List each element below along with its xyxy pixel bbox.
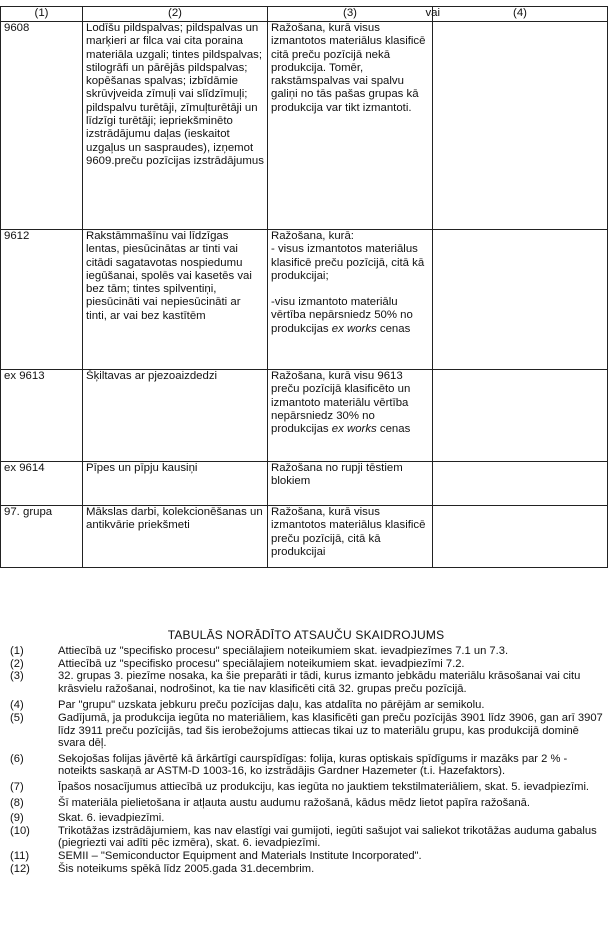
table-row: [1, 22, 608, 230]
row-rule-part-1: Ražošana, kurā: - visus izmantotos materiālus klasificē preču pozīcijā, citā kā produkcijai;: [271, 230, 425, 282]
note-item: [10, 825, 606, 850]
note-text: Attiecībā uz "specifisko procesu" speciālajiem noteikumiem skat. ievadpiezīmes 7.1 un 7.3.: [58, 645, 509, 657]
note-item: [10, 645, 606, 658]
note-text: Gadījumā, ja produkcija iegūta no materiāliem, kas klasificēti gan preču pozīcijās 3901 līdz 3906, gan arī 3907 līdz 3911 preču pozīcijās, tad šis ierobežojums attiecas tikai uz to materiālu grupu, kas produkcijā dominē svara dēļ.: [58, 711, 603, 750]
note-number: (4): [10, 699, 24, 712]
row-code: ex 9614: [1, 462, 83, 506]
explanations-title: TABULĀS NORĀDĪTO ATSAUČU SKAIDROJUMS: [167, 628, 445, 642]
note-text: Trikotāžas izstrādājumiem, kas nav elastīgi vai gumijoti, iegūti sašujot vai saliekot trikotāžas auduma gabalus (piegriezti vai adīti pēc izmēra), skat. 6. ievadpiezīmi.: [58, 824, 597, 850]
row-code: ex 9613: [1, 370, 83, 462]
note-text: Skat. 6. ievadpiezīmi.: [58, 812, 165, 825]
row-alt-rule: [433, 230, 608, 370]
note-text: 32. grupas 3. piezīme nosaka, ka šie preparāti ir tādi, kurus izmanto jebkādu materiālu krāsošanai vai citu krāsvielu ražošanai, nodrošinot, ka tie nav klasificēti citā 32. grupas preču pozīcijā.: [58, 670, 581, 695]
note-item: [10, 850, 606, 863]
note-text: Īpašos nosacījumus attiecībā uz produkciju, kas iegūta no jauktiem tekstilmateriāliem, skat. 5. ievadpiezīmi.: [58, 780, 590, 793]
row-rule-part-2-text: -visu izmantoto materiālu vērtība nepārsniedz 50% no produkcijas: [271, 296, 413, 335]
note-number: (6): [10, 752, 24, 765]
note-number: (8): [10, 796, 24, 809]
header-col-4: (4): [433, 7, 608, 22]
row-rule: Ražošana, kurā visus izmantotos materiālus klasificē preču pozīcijā, citā kā produkcijai: [268, 506, 433, 568]
row-description: Šķiltavas ar pjezoaizdedzi: [83, 370, 268, 462]
note-text: Šis noteikums spēkā līdz 2005.gada 31.decembrim.: [58, 862, 315, 875]
note-item: [10, 797, 606, 810]
row-rule-text: Ražošana, kurā visu 9613 preču pozīcijā klasificēto un izmantoto materiālu vērtība nepārsniedz 30% no produkcijas: [271, 370, 411, 436]
row-rule: [268, 230, 433, 370]
note-number: (7): [10, 780, 24, 793]
table-row: [1, 462, 608, 506]
note-item: [10, 712, 606, 750]
row-description: Rakstāmmašīnu vai līdzīgas lentas, piesūcinātas ar tinti vai citādi sagatavotas nospiedumu iegūšanai, spolēs vai kasetēs vai bez tām; tintes spilventiņi, piesūcināti vai nepiesūcināti ar tinti, ar vai bez kastītēm: [83, 230, 268, 370]
row-description: Mākslas darbi, kolekcionēšanas un antikvārie priekšmeti: [83, 506, 268, 568]
row-rule-gap: [271, 283, 429, 296]
note-item: [10, 863, 606, 876]
row-alt-rule: [433, 506, 608, 568]
note-item: [10, 699, 606, 712]
header-col-2: (2): [83, 7, 268, 22]
row-alt-rule: [433, 462, 608, 506]
row-alt-rule: [433, 22, 608, 230]
row-alt-rule: [433, 370, 608, 462]
table-header-row: [1, 7, 608, 22]
table-row: [1, 506, 608, 568]
ex-works-term: ex works: [331, 322, 377, 335]
note-number: (12): [10, 862, 30, 875]
note-text: Šī materiāla pielietošana ir atļauta austu audumu ražošanā, kādus mēdz lietot papīra ražošanā.: [58, 796, 531, 809]
row-rule: Ražošana, kurā visus izmantotos materiālus klasificē citā preču pozīcijā nekā produkcija. Tomēr, rakstāmspalvas vai spalvu galiņi no tās pašas grupas kā produkcija var tikt izmantoti.: [268, 22, 433, 230]
note-number: (10): [10, 824, 30, 837]
note-text: Par "grupu" uzskata jebkuru preču pozīcijas daļu, kas atdalīta no pārējām ar semikolu.: [58, 699, 485, 712]
header-col-3-label: (3): [343, 7, 357, 19]
note-text: Attiecībā uz "specifisko procesu" speciālajiem noteikumiem skat. ievadpiezīmi 7.2.: [58, 657, 465, 670]
row-rule: Ražošana no rupji tēstiem blokiem: [268, 462, 433, 506]
note-text: SEMII – "Semiconductor Equipment and Materials Institute Incorporated".: [58, 849, 422, 862]
note-number: (9): [10, 812, 24, 825]
table-row: [1, 230, 608, 370]
note-item: [10, 781, 606, 794]
row-description: Lodīšu pildspalvas; pildspalvas un marķieri ar filca vai cita poraina materiāla uzgali; tintes pildspalvas; stilogrāfi un pārējās pildspalvas; kopēšanas spalvas; izbīdāmie skrūvjveida zīmuļi vai slīdzīmuļi; pildspalvu turētāji, zīmuļturētāji un līdzīgi turētāji; iepriekšminēto izstrādājumu daļas (ieskaitot uzgaļus un saspraudes), izņemot 9609.preču pozīcijas izstrādājumus: [83, 22, 268, 230]
note-number: (2): [10, 657, 24, 670]
row-rule-end: cenas: [376, 423, 411, 436]
note-number: (11): [10, 849, 30, 862]
row-rule-part-2-end: cenas: [376, 322, 411, 335]
row-code: 97. grupa: [1, 506, 83, 568]
row-description: Pīpes un pīpju kausiņi: [83, 462, 268, 506]
note-number: (1): [10, 645, 24, 657]
table-row: [1, 370, 608, 462]
note-item: [10, 658, 606, 671]
header-col-1: (1): [1, 7, 83, 22]
note-item: [10, 812, 606, 825]
note-text: Sekojošas folijas jāvērtē kā ārkārtīgi caurspīdīgas: folija, kuras optiskais spīdīgums ir mazāks par 2 % - noteikts saskaņā ar ASTM-D 1003-16, ko izstrādājis Gardner Hazemeter (t.i. Hazefaktors).: [58, 752, 568, 778]
row-code: 9608: [1, 22, 83, 230]
explanations-list: [10, 645, 606, 875]
ex-works-term: ex works: [331, 423, 377, 436]
note-item: [10, 670, 606, 695]
note-number: (3): [10, 670, 24, 683]
rules-table: [0, 6, 608, 568]
note-number: (5): [10, 711, 24, 724]
header-or-label: vai: [425, 7, 440, 19]
note-item: [10, 753, 606, 778]
row-rule: [268, 370, 433, 462]
row-rule-part-2: [271, 296, 429, 336]
header-col-3: [268, 7, 440, 22]
row-code: 9612: [1, 230, 83, 370]
